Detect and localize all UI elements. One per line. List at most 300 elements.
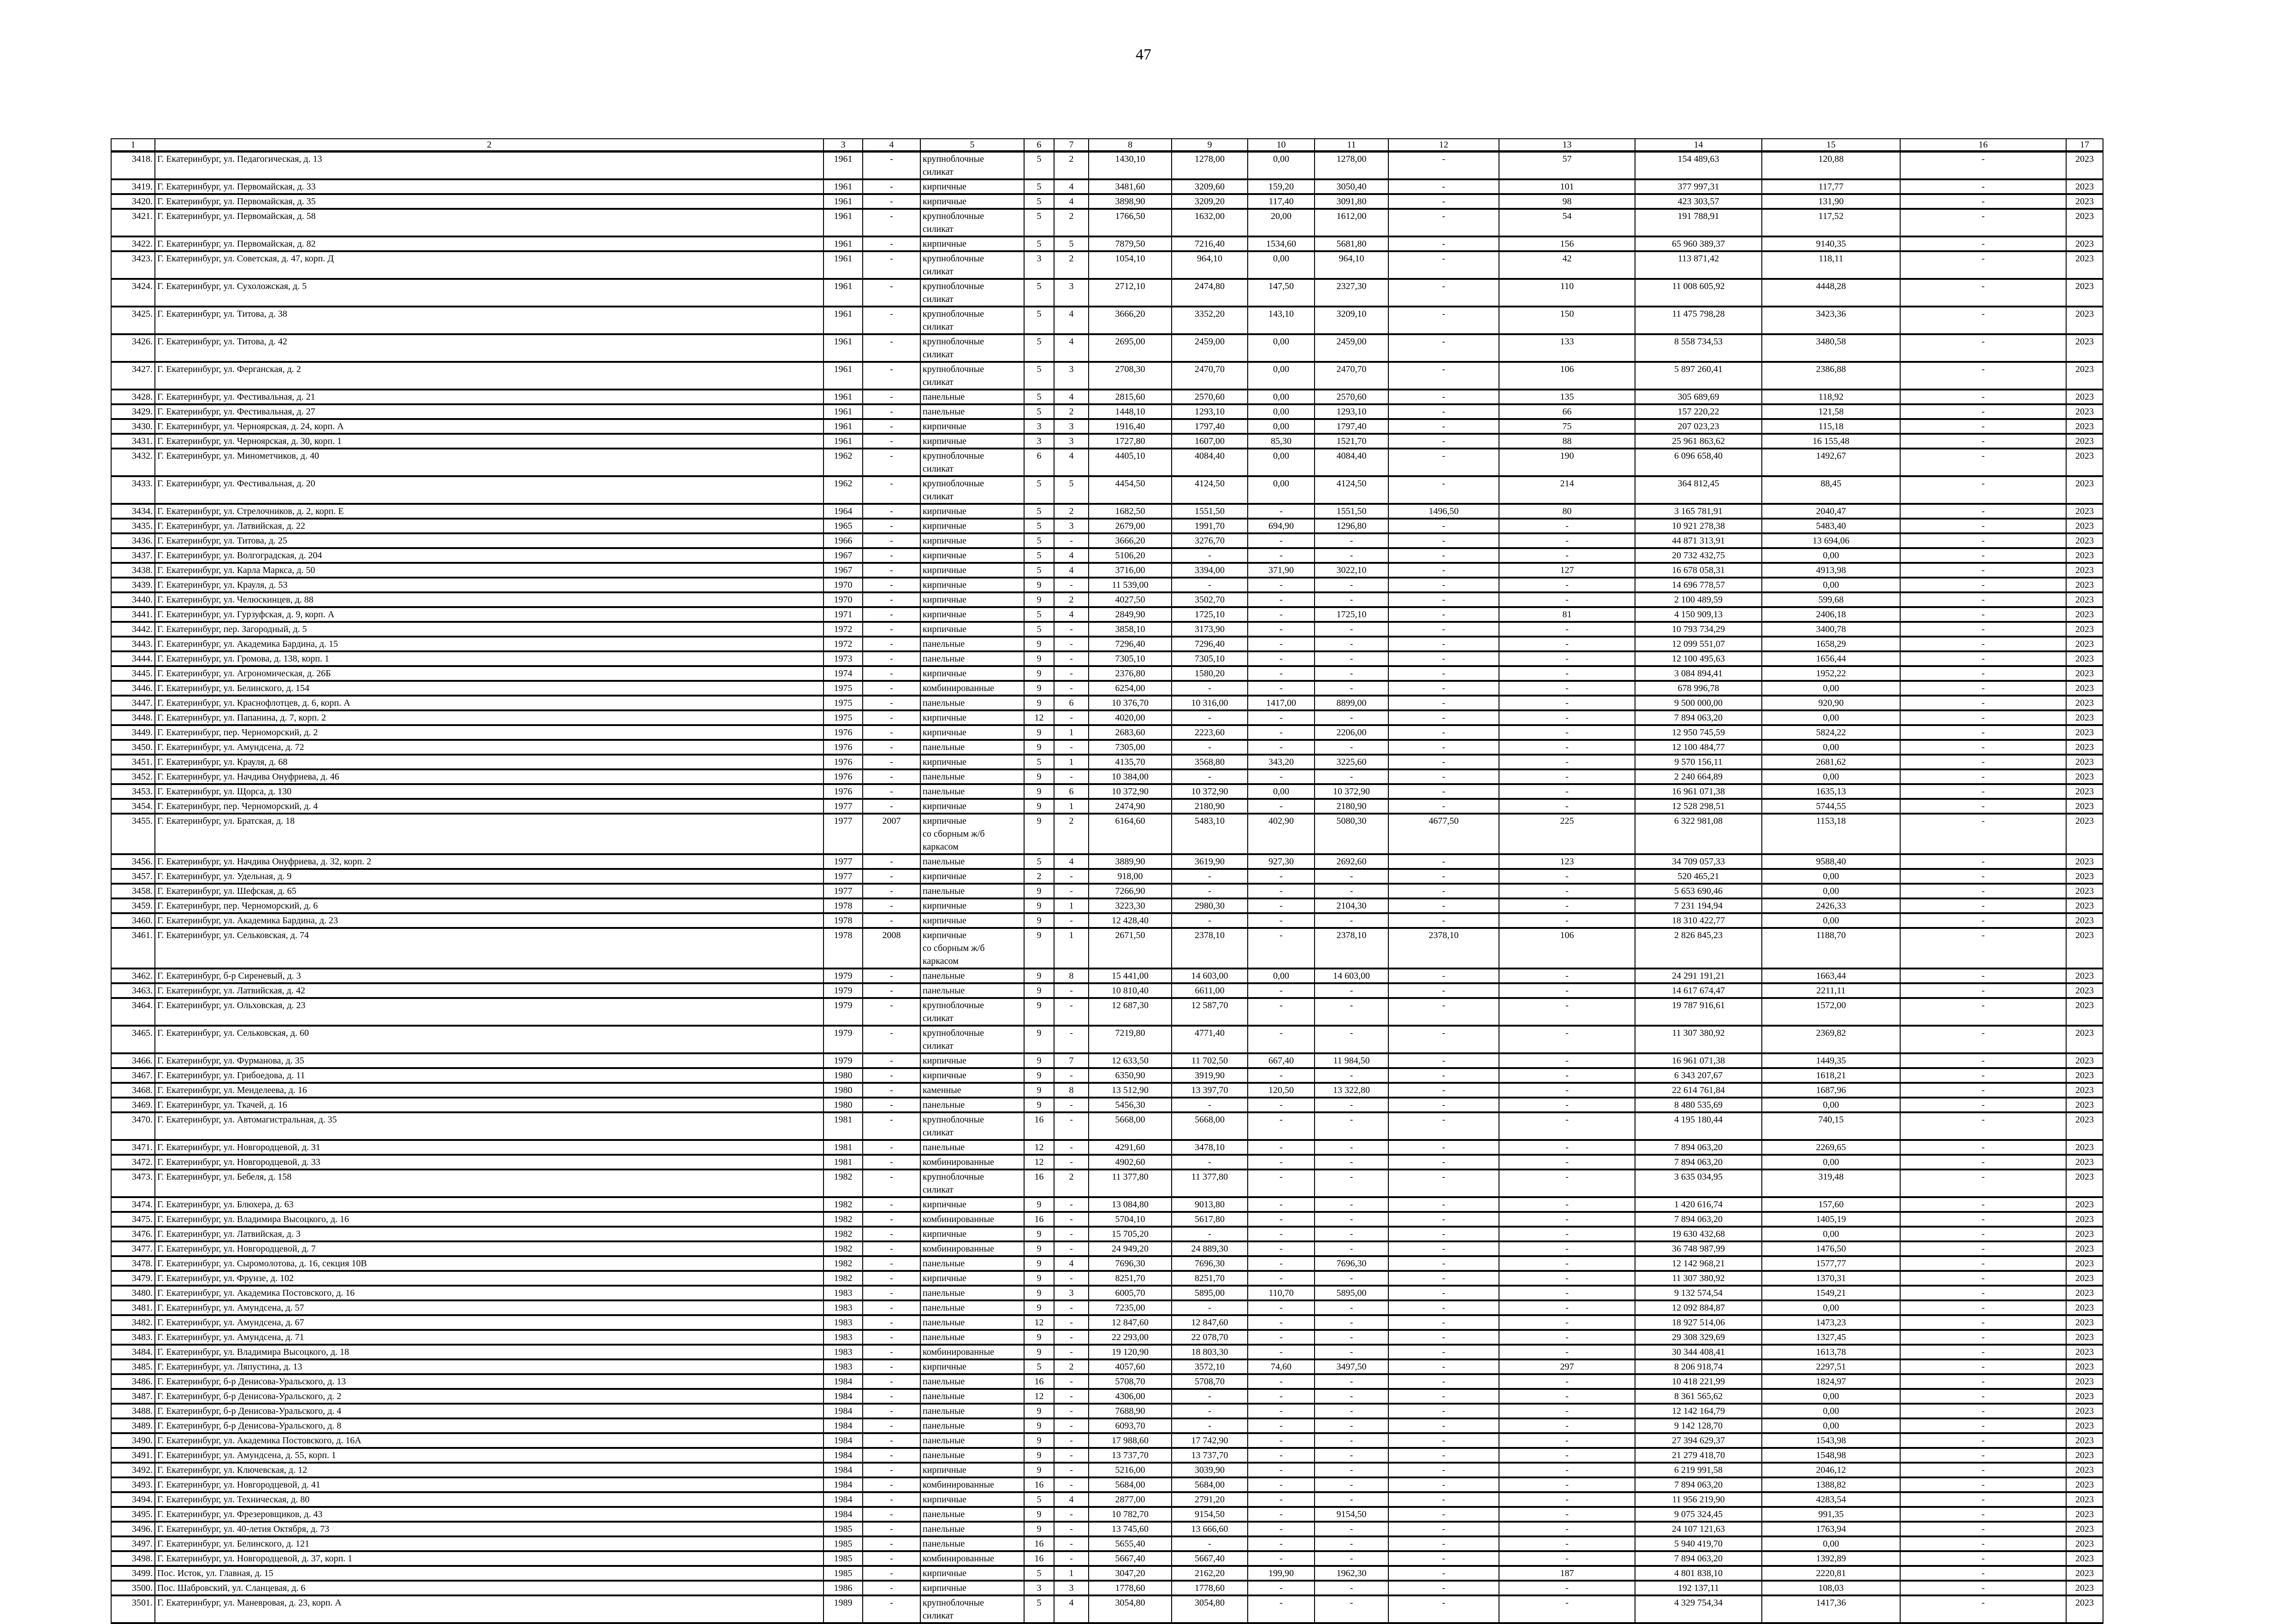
- cell-col-12: -: [1388, 854, 1499, 869]
- cell-col-17: 2023: [2066, 983, 2103, 998]
- cell-col-14: 7 894 063,20: [1635, 1140, 1762, 1155]
- cell-col-4: -: [863, 607, 920, 622]
- cell-col-1: 3497.: [111, 1536, 155, 1551]
- cell-col-2: Г. Екатеринбург, ул. Латвийская, д. 42: [155, 983, 824, 998]
- cell-col-7: -: [1054, 1112, 1089, 1140]
- cell-col-12: -: [1388, 983, 1499, 998]
- column-header-17: 17: [2066, 139, 2103, 152]
- cell-col-4: -: [863, 419, 920, 434]
- cell-col-15: 117,52: [1762, 209, 1900, 236]
- cell-col-15: 1618,21: [1762, 1068, 1900, 1083]
- table-row: [111, 696, 2103, 710]
- table-row: [111, 869, 2103, 884]
- cell-col-8: 5667,40: [1089, 1551, 1172, 1566]
- cell-col-8: 2815,60: [1089, 390, 1172, 404]
- cell-col-3: 1972: [824, 637, 863, 651]
- cell-col-6: 9: [1024, 681, 1054, 696]
- cell-col-15: 3480,58: [1762, 334, 1900, 362]
- cell-col-2: Г. Екатеринбург, ул. Педагогическая, д. 13: [155, 152, 824, 180]
- cell-col-2: Г. Екатеринбург, пер. Загородный, д. 5: [155, 622, 824, 637]
- cell-col-4: -: [863, 519, 920, 533]
- cell-col-4: -: [863, 1581, 920, 1595]
- cell-col-15: 1658,29: [1762, 637, 1900, 651]
- cell-col-17: 2023: [2066, 236, 2103, 251]
- cell-col-2: Г. Екатеринбург, ул. Удельная, д. 9: [155, 869, 824, 884]
- cell-col-3: 1961: [824, 194, 863, 209]
- table-row: [111, 1581, 2103, 1595]
- cell-col-8: 5655,40: [1089, 1536, 1172, 1551]
- cell-col-6: 9: [1024, 1463, 1054, 1477]
- cell-col-2: Г. Екатеринбург, ул. Шефская, д. 65: [155, 884, 824, 898]
- cell-col-14: 2 826 845,23: [1635, 928, 1762, 968]
- cell-col-13: -: [1499, 784, 1635, 799]
- cell-col-11: -: [1315, 1026, 1388, 1053]
- cell-col-7: -: [1054, 884, 1089, 898]
- cell-col-3: 1967: [824, 548, 863, 563]
- cell-col-12: -: [1388, 968, 1499, 983]
- cell-col-1: 3454.: [111, 799, 155, 814]
- table-row: [111, 1315, 2103, 1330]
- cell-col-10: 694,90: [1248, 519, 1315, 533]
- cell-col-7: 3: [1054, 279, 1089, 307]
- cell-col-12: -: [1388, 1536, 1499, 1551]
- cell-col-14: 12 528 298,51: [1635, 799, 1762, 814]
- cell-col-9: 6611,00: [1172, 983, 1248, 998]
- cell-col-1: 3444.: [111, 651, 155, 666]
- cell-col-12: -: [1388, 1359, 1499, 1374]
- column-header-8: 8: [1089, 139, 1172, 152]
- cell-col-1: 3488.: [111, 1404, 155, 1418]
- cell-col-10: -: [1248, 1026, 1315, 1053]
- cell-col-13: 123: [1499, 854, 1635, 869]
- cell-col-8: 4020,00: [1089, 710, 1172, 725]
- cell-col-17: 2023: [2066, 1212, 2103, 1227]
- cell-col-12: -: [1388, 476, 1499, 504]
- cell-col-12: -: [1388, 1169, 1499, 1197]
- table-row: [111, 884, 2103, 898]
- cell-col-16: -: [1900, 968, 2066, 983]
- cell-col-5: кирпичные: [920, 1068, 1024, 1083]
- cell-col-1: 3478.: [111, 1256, 155, 1271]
- cell-col-16: -: [1900, 1212, 2066, 1227]
- cell-col-17: 2023: [2066, 1197, 2103, 1212]
- cell-col-5: панельные: [920, 1140, 1024, 1155]
- cell-col-15: 1417,36: [1762, 1595, 1900, 1623]
- cell-col-6: 5: [1024, 854, 1054, 869]
- cell-col-14: 207 023,23: [1635, 419, 1762, 434]
- cell-col-4: -: [863, 1359, 920, 1374]
- cell-col-6: 16: [1024, 1112, 1054, 1140]
- cell-col-17: 2023: [2066, 1404, 2103, 1418]
- cell-col-3: 1984: [824, 1463, 863, 1477]
- cell-col-3: 1966: [824, 533, 863, 548]
- cell-col-1: 3447.: [111, 696, 155, 710]
- cell-col-6: 9: [1024, 1345, 1054, 1359]
- cell-col-14: 29 308 329,69: [1635, 1330, 1762, 1345]
- cell-col-11: 1962,30: [1315, 1566, 1388, 1581]
- cell-col-12: -: [1388, 1271, 1499, 1286]
- cell-col-5: панельные: [920, 1404, 1024, 1418]
- cell-col-2: Г. Екатеринбург, ул. Волгоградская, д. 204: [155, 548, 824, 563]
- cell-col-17: 2023: [2066, 1463, 2103, 1477]
- cell-col-17: 2023: [2066, 1536, 2103, 1551]
- cell-col-8: 12 687,30: [1089, 998, 1172, 1026]
- cell-col-3: 1982: [824, 1256, 863, 1271]
- cell-col-4: -: [863, 1169, 920, 1197]
- cell-col-4: -: [863, 913, 920, 928]
- cell-col-7: 4: [1054, 854, 1089, 869]
- cell-col-9: 5483,10: [1172, 814, 1248, 854]
- cell-col-5: кирпичные: [920, 519, 1024, 533]
- cell-col-15: 5483,40: [1762, 519, 1900, 533]
- cell-col-6: 9: [1024, 740, 1054, 755]
- cell-col-14: 12 092 884,87: [1635, 1300, 1762, 1315]
- cell-col-15: 740,15: [1762, 1112, 1900, 1140]
- cell-col-11: -: [1315, 1197, 1388, 1212]
- cell-col-3: 1984: [824, 1448, 863, 1463]
- cell-col-12: -: [1388, 622, 1499, 637]
- cell-col-8: 3898,90: [1089, 194, 1172, 209]
- cell-col-7: 3: [1054, 1581, 1089, 1595]
- cell-col-8: 2683,60: [1089, 725, 1172, 740]
- cell-col-4: -: [863, 740, 920, 755]
- cell-col-5: панельные: [920, 1286, 1024, 1300]
- cell-col-13: -: [1499, 1098, 1635, 1112]
- cell-col-13: -: [1499, 519, 1635, 533]
- cell-col-10: 0,00: [1248, 419, 1315, 434]
- cell-col-13: 80: [1499, 504, 1635, 519]
- cell-col-4: -: [863, 194, 920, 209]
- cell-col-6: 9: [1024, 592, 1054, 607]
- cell-col-11: -: [1315, 578, 1388, 592]
- cell-col-15: 16 155,48: [1762, 434, 1900, 449]
- cell-col-3: 1978: [824, 913, 863, 928]
- cell-col-4: -: [863, 1418, 920, 1433]
- cell-col-7: 4: [1054, 563, 1089, 578]
- table-row: [111, 799, 2103, 814]
- cell-col-9: 1580,20: [1172, 666, 1248, 681]
- column-header-14: 14: [1635, 139, 1762, 152]
- cell-col-13: -: [1499, 1595, 1635, 1623]
- cell-col-12: 2378,10: [1388, 928, 1499, 968]
- cell-col-1: 3418.: [111, 152, 155, 180]
- cell-col-4: -: [863, 592, 920, 607]
- cell-col-5: комбинированные: [920, 1241, 1024, 1256]
- cell-col-9: 5895,00: [1172, 1286, 1248, 1300]
- cell-col-2: Г. Екатеринбург, ул. Фрезеровщиков, д. 43: [155, 1507, 824, 1522]
- cell-col-6: 9: [1024, 1448, 1054, 1463]
- cell-col-3: 1984: [824, 1492, 863, 1507]
- cell-col-11: 1612,00: [1315, 209, 1388, 236]
- cell-col-16: -: [1900, 1492, 2066, 1507]
- cell-col-8: 10 810,40: [1089, 983, 1172, 998]
- cell-col-4: 2008: [863, 928, 920, 968]
- cell-col-4: -: [863, 1241, 920, 1256]
- cell-col-6: 5: [1024, 548, 1054, 563]
- cell-col-7: 3: [1054, 519, 1089, 533]
- cell-col-3: 1982: [824, 1241, 863, 1256]
- cell-col-3: 1961: [824, 390, 863, 404]
- cell-col-13: -: [1499, 533, 1635, 548]
- cell-col-2: Г. Екатеринбург, ул. Академика Бардина, д. 15: [155, 637, 824, 651]
- cell-col-17: 2023: [2066, 1098, 2103, 1112]
- cell-col-10: -: [1248, 1595, 1315, 1623]
- cell-col-8: 19 120,90: [1089, 1345, 1172, 1359]
- cell-col-2: Г. Екатеринбург, пер. Черноморский, д. 2: [155, 725, 824, 740]
- cell-col-11: -: [1315, 1271, 1388, 1286]
- cell-col-14: 11 956 219,90: [1635, 1492, 1762, 1507]
- cell-col-15: 0,00: [1762, 1389, 1900, 1404]
- cell-col-10: -: [1248, 1536, 1315, 1551]
- cell-col-14: 5 653 690,46: [1635, 884, 1762, 898]
- cell-col-12: -: [1388, 152, 1499, 180]
- cell-col-16: -: [1900, 1271, 2066, 1286]
- cell-col-13: -: [1499, 1083, 1635, 1098]
- cell-col-9: -: [1172, 769, 1248, 784]
- cell-col-7: 4: [1054, 607, 1089, 622]
- cell-col-6: 9: [1024, 998, 1054, 1026]
- cell-col-11: -: [1315, 637, 1388, 651]
- cell-col-4: -: [863, 725, 920, 740]
- cell-col-3: 1976: [824, 784, 863, 799]
- column-header-6: 6: [1024, 139, 1054, 152]
- cell-col-13: 110: [1499, 279, 1635, 307]
- table-row: [111, 968, 2103, 983]
- cell-col-17: 2023: [2066, 1492, 2103, 1507]
- cell-col-17: 2023: [2066, 533, 2103, 548]
- cell-col-1: 3430.: [111, 419, 155, 434]
- cell-col-16: -: [1900, 1477, 2066, 1492]
- cell-col-7: -: [1054, 1068, 1089, 1083]
- cell-col-15: 1635,13: [1762, 784, 1900, 799]
- cell-col-17: 2023: [2066, 1345, 2103, 1359]
- cell-col-4: -: [863, 983, 920, 998]
- cell-col-17: 2023: [2066, 434, 2103, 449]
- cell-col-9: 1293,10: [1172, 404, 1248, 419]
- cell-col-7: 1: [1054, 928, 1089, 968]
- cell-col-8: 6350,90: [1089, 1068, 1172, 1083]
- table-row: [111, 1256, 2103, 1271]
- cell-col-11: -: [1315, 1551, 1388, 1566]
- cell-col-4: -: [863, 1271, 920, 1286]
- cell-col-13: 135: [1499, 390, 1635, 404]
- cell-col-9: 12 587,70: [1172, 998, 1248, 1026]
- cell-col-13: -: [1499, 913, 1635, 928]
- cell-col-5: комбинированные: [920, 1345, 1024, 1359]
- cell-col-2: Г. Екатеринбург, ул. Первомайская, д. 35: [155, 194, 824, 209]
- cell-col-17: 2023: [2066, 307, 2103, 334]
- cell-col-11: -: [1315, 1300, 1388, 1315]
- cell-col-16: -: [1900, 1140, 2066, 1155]
- cell-col-3: 1961: [824, 251, 863, 279]
- cell-col-5: панельные: [920, 651, 1024, 666]
- table-row: [111, 434, 2103, 449]
- cell-col-10: 159,20: [1248, 179, 1315, 194]
- table-row: [111, 928, 2103, 968]
- cell-col-16: -: [1900, 548, 2066, 563]
- cell-col-11: 9154,50: [1315, 1507, 1388, 1522]
- cell-col-10: -: [1248, 1140, 1315, 1155]
- cell-col-11: -: [1315, 1536, 1388, 1551]
- cell-col-9: 11 377,80: [1172, 1169, 1248, 1197]
- cell-col-13: 88: [1499, 434, 1635, 449]
- cell-col-10: -: [1248, 1507, 1315, 1522]
- cell-col-12: -: [1388, 307, 1499, 334]
- cell-col-12: -: [1388, 404, 1499, 419]
- cell-col-8: 2708,30: [1089, 362, 1172, 390]
- cell-col-6: 9: [1024, 898, 1054, 913]
- cell-col-10: -: [1248, 1241, 1315, 1256]
- cell-col-17: 2023: [2066, 740, 2103, 755]
- table-row: [111, 814, 2103, 854]
- cell-col-12: -: [1388, 1227, 1499, 1241]
- cell-col-4: -: [863, 637, 920, 651]
- cell-col-1: 3460.: [111, 913, 155, 928]
- cell-col-16: -: [1900, 637, 2066, 651]
- cell-col-1: 3495.: [111, 1507, 155, 1522]
- table-row: [111, 1197, 2103, 1212]
- cell-col-7: 6: [1054, 784, 1089, 799]
- cell-col-2: Г. Екатеринбург, ул. Начдива Онуфриева, д. 32, корп. 2: [155, 854, 824, 869]
- cell-col-16: -: [1900, 1389, 2066, 1404]
- cell-col-6: 5: [1024, 607, 1054, 622]
- cell-col-1: 3453.: [111, 784, 155, 799]
- cell-col-6: 12: [1024, 1315, 1054, 1330]
- table-row: [111, 1595, 2103, 1623]
- cell-col-17: 2023: [2066, 1169, 2103, 1197]
- cell-col-17: 2023: [2066, 279, 2103, 307]
- cell-col-9: -: [1172, 913, 1248, 928]
- table-row: [111, 1359, 2103, 1374]
- cell-col-7: 4: [1054, 307, 1089, 334]
- cell-col-7: 5: [1054, 476, 1089, 504]
- table-row: [111, 194, 2103, 209]
- cell-col-5: комбинированные: [920, 1212, 1024, 1227]
- cell-col-10: -: [1248, 1112, 1315, 1140]
- cell-col-10: 199,90: [1248, 1566, 1315, 1581]
- cell-col-2: Г. Екатеринбург, б-р Денисова-Уральского, д. 8: [155, 1418, 824, 1433]
- cell-col-4: -: [863, 449, 920, 476]
- cell-col-16: -: [1900, 419, 2066, 434]
- cell-col-8: 5456,30: [1089, 1098, 1172, 1112]
- table-row: [111, 1492, 2103, 1507]
- cell-col-5: панельные: [920, 1507, 1024, 1522]
- cell-col-1: 3448.: [111, 710, 155, 725]
- cell-col-11: -: [1315, 1595, 1388, 1623]
- cell-col-11: -: [1315, 769, 1388, 784]
- cell-col-5: панельные: [920, 983, 1024, 998]
- table-row: [111, 449, 2103, 476]
- cell-col-11: 3225,60: [1315, 755, 1388, 769]
- cell-col-12: -: [1388, 1112, 1499, 1140]
- cell-col-14: 18 310 422,77: [1635, 913, 1762, 928]
- cell-col-10: -: [1248, 869, 1315, 884]
- cell-col-10: -: [1248, 1212, 1315, 1227]
- cell-col-13: -: [1499, 884, 1635, 898]
- cell-col-13: -: [1499, 799, 1635, 814]
- cell-col-13: 98: [1499, 194, 1635, 209]
- cell-col-2: Г. Екатеринбург, ул. Владимира Высоцкого, д. 16: [155, 1212, 824, 1227]
- cell-col-8: 12 633,50: [1089, 1053, 1172, 1068]
- cell-col-16: -: [1900, 519, 2066, 533]
- cell-col-8: 5216,00: [1089, 1463, 1172, 1477]
- cell-col-14: 16 961 071,38: [1635, 1053, 1762, 1068]
- cell-col-13: -: [1499, 769, 1635, 784]
- cell-col-9: 7296,40: [1172, 637, 1248, 651]
- cell-col-17: 2023: [2066, 404, 2103, 419]
- cell-col-16: -: [1900, 755, 2066, 769]
- cell-col-5: панельные: [920, 390, 1024, 404]
- table-row: [111, 622, 2103, 637]
- cell-col-1: 3493.: [111, 1477, 155, 1492]
- cell-col-12: -: [1388, 1026, 1499, 1053]
- cell-col-15: 0,00: [1762, 1155, 1900, 1169]
- cell-col-4: -: [863, 1463, 920, 1477]
- cell-col-12: -: [1388, 696, 1499, 710]
- cell-col-5: кирпичные: [920, 592, 1024, 607]
- cell-col-1: 3472.: [111, 1155, 155, 1169]
- cell-col-2: Г. Екатеринбург, ул. Краснофлотцев, д. 6, корп. А: [155, 696, 824, 710]
- cell-col-16: -: [1900, 1256, 2066, 1271]
- cell-col-6: 3: [1024, 419, 1054, 434]
- table-row: [111, 1374, 2103, 1389]
- cell-col-3: 1979: [824, 1026, 863, 1053]
- cell-col-14: 9 500 000,00: [1635, 696, 1762, 710]
- cell-col-16: -: [1900, 1345, 2066, 1359]
- cell-col-7: 1: [1054, 799, 1089, 814]
- cell-col-5: кирпичные: [920, 607, 1024, 622]
- cell-col-14: 8 206 918,74: [1635, 1359, 1762, 1374]
- table-row: [111, 725, 2103, 740]
- column-header-10: 10: [1248, 139, 1315, 152]
- cell-col-10: -: [1248, 681, 1315, 696]
- cell-col-10: -: [1248, 884, 1315, 898]
- cell-col-15: 1577,77: [1762, 1256, 1900, 1271]
- cell-col-14: 30 344 408,41: [1635, 1345, 1762, 1359]
- cell-col-8: 5708,70: [1089, 1374, 1172, 1389]
- cell-col-8: 3666,20: [1089, 307, 1172, 334]
- cell-col-6: 5: [1024, 390, 1054, 404]
- cell-col-3: 1961: [824, 152, 863, 180]
- cell-col-16: -: [1900, 1112, 2066, 1140]
- cell-col-10: 0,00: [1248, 390, 1315, 404]
- cell-col-5: кирпичные: [920, 666, 1024, 681]
- cell-col-15: 1473,23: [1762, 1315, 1900, 1330]
- cell-col-14: 192 137,11: [1635, 1581, 1762, 1595]
- table-row: [111, 1463, 2103, 1477]
- cell-col-6: 9: [1024, 913, 1054, 928]
- cell-col-9: 3039,90: [1172, 1463, 1248, 1477]
- cell-col-9: 8251,70: [1172, 1271, 1248, 1286]
- cell-col-13: -: [1499, 1522, 1635, 1536]
- cell-col-13: -: [1499, 578, 1635, 592]
- cell-col-5: панельные: [920, 1536, 1024, 1551]
- cell-col-16: -: [1900, 1566, 2066, 1581]
- cell-col-14: 21 279 418,70: [1635, 1448, 1762, 1463]
- cell-col-5: панельные: [920, 1418, 1024, 1433]
- cell-col-7: 3: [1054, 362, 1089, 390]
- cell-col-7: -: [1054, 1418, 1089, 1433]
- cell-col-4: -: [863, 390, 920, 404]
- cell-col-7: -: [1054, 1551, 1089, 1566]
- cell-col-3: 1962: [824, 449, 863, 476]
- cell-col-5: кирпичные: [920, 578, 1024, 592]
- cell-col-15: 4448,28: [1762, 279, 1900, 307]
- cell-col-13: -: [1499, 968, 1635, 983]
- cell-col-7: 4: [1054, 1256, 1089, 1271]
- cell-col-17: 2023: [2066, 179, 2103, 194]
- cell-col-15: 0,00: [1762, 769, 1900, 784]
